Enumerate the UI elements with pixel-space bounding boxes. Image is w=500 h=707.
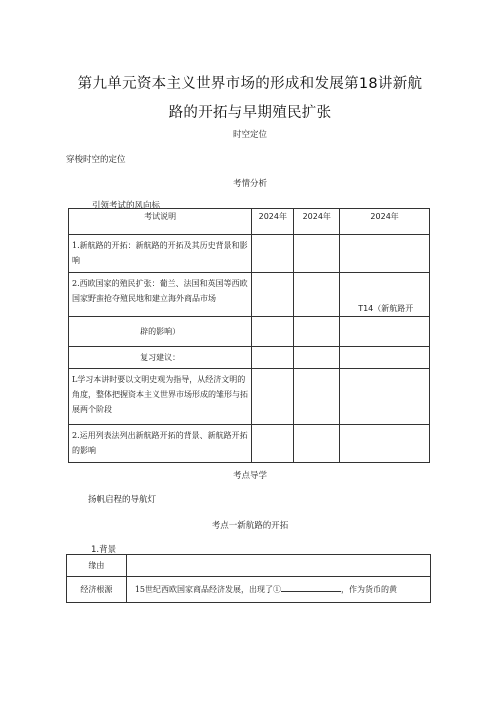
table-row bbox=[69, 347, 430, 369]
exam-item-2-cont: 辟的影响） bbox=[69, 317, 252, 347]
section-heading-guide: 考点导学 bbox=[232, 471, 267, 481]
economic-root-text-tail: ，作为货币的黄 bbox=[341, 585, 398, 594]
background-label: 1.背景 bbox=[91, 545, 117, 555]
table-row bbox=[69, 425, 430, 463]
header-cell: 2024年 bbox=[340, 209, 430, 235]
page-title-line1: 第九单元资本主义世界市场的形成和发展第18讲新航 bbox=[77, 76, 423, 92]
page-title-line2: 路的开拓与早期殖民扩张 bbox=[168, 105, 332, 121]
header-cell: 2024年 bbox=[294, 209, 340, 235]
background-table bbox=[66, 554, 431, 603]
exam-subtitle: 引领考试的风向标 bbox=[92, 201, 161, 211]
review-item-2: 2.运用列表法列出新航路开拓的背景、新航路开拓的影响 bbox=[69, 425, 252, 463]
review-label: 复习建议： bbox=[69, 347, 252, 369]
table-row bbox=[67, 555, 431, 577]
exam-item-2: 2.西欧国家的殖民扩张：葡兰、法国和英国等西欧国家野蛮抢夺殖民地和建立海外商品市场 bbox=[69, 273, 252, 317]
table-row bbox=[67, 577, 431, 603]
economic-root-text-main: 15世纪西欧国家商品经济发展，出现了① bbox=[134, 585, 282, 594]
header-cell: 2024年 bbox=[252, 209, 294, 235]
table-row bbox=[69, 369, 430, 425]
exam-item-2-cell: T14（新航路开 bbox=[340, 273, 430, 317]
section-heading-exam: 考情分析 bbox=[232, 179, 267, 189]
point-title: 考点一新航路的开拓 bbox=[211, 521, 289, 531]
fill-blank[interactable] bbox=[281, 583, 341, 592]
exam-table-header bbox=[69, 209, 430, 235]
section-heading-timeline: 时空定位 bbox=[232, 130, 267, 140]
timeline-subtitle: 穿梭时空的定位 bbox=[66, 155, 126, 165]
table-row bbox=[69, 273, 430, 317]
table-row bbox=[69, 235, 430, 273]
guide-subtitle: 扬帆启程的导航灯 bbox=[88, 495, 157, 505]
cause-label: 缘由 bbox=[67, 555, 127, 577]
header-cell: 考试说明 bbox=[69, 209, 252, 235]
exam-table bbox=[68, 208, 430, 463]
table-row bbox=[69, 317, 430, 347]
economic-root-label: 经济根源 bbox=[67, 577, 127, 603]
exam-item-1: 1.新航路的开拓：新航路的开拓及其历史背景和影响 bbox=[69, 235, 252, 273]
review-item-1: L学习本讲时要以文明史观为指导，从经济文明的角度，整体把握资本主义世界市场形成的雏形与拓展两个阶段 bbox=[69, 369, 252, 425]
economic-root-text bbox=[126, 577, 430, 603]
